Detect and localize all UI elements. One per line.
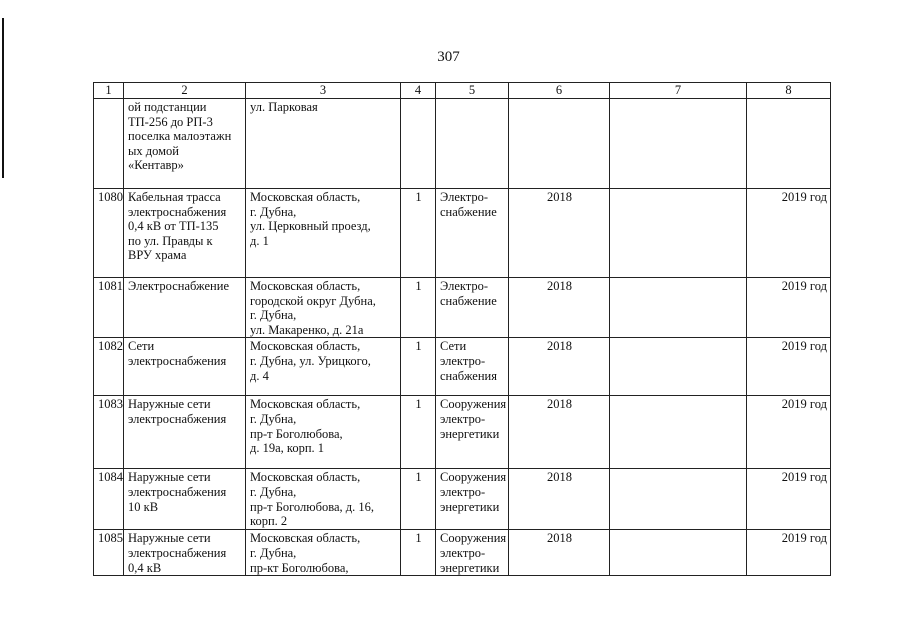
registry-table <box>93 82 831 576</box>
page-edge-mark <box>2 18 4 178</box>
column-7-value <box>610 469 747 530</box>
object-name: Электроснабжение <box>124 278 246 338</box>
object-term: 2019 год <box>747 189 831 278</box>
object-name: Кабельная трасса электроснабжения 0,4 кВ от ТП-135 по ул. Правды к ВРУ храма <box>124 189 246 278</box>
header-cell: 1 <box>94 83 124 99</box>
row-number: 1083 <box>94 396 124 469</box>
object-term: 2019 год <box>747 278 831 338</box>
table-row <box>94 396 831 469</box>
header-cell: 7 <box>610 83 747 99</box>
page-number: 307 <box>437 49 460 65</box>
object-year: 2018 <box>509 278 610 338</box>
header-cell: 3 <box>246 83 401 99</box>
object-term <box>747 99 831 189</box>
object-quantity: 1 <box>401 278 436 338</box>
object-address: Московская область, г. Дубна, пр-кт Боголюбова, <box>246 530 401 576</box>
header-row <box>94 83 831 99</box>
header-cell: 8 <box>747 83 831 99</box>
object-quantity: 1 <box>401 338 436 396</box>
object-purpose: Электро- снабжение <box>436 189 509 278</box>
object-name: Наружные сети электроснабжения 10 кВ <box>124 469 246 530</box>
object-year: 2018 <box>509 530 610 576</box>
object-address: ул. Парковая <box>246 99 401 189</box>
registry-body <box>94 83 831 576</box>
object-year: 2018 <box>509 396 610 469</box>
header-cell: 4 <box>401 83 436 99</box>
header-cell: 2 <box>124 83 246 99</box>
column-7-value <box>610 189 747 278</box>
row-number: 1082 <box>94 338 124 396</box>
object-name: Наружные сети электроснабжения 0,4 кВ <box>124 530 246 576</box>
row-number: 1084 <box>94 469 124 530</box>
object-address: Московская область, г. Дубна, пр-т Боголюбова, д. 16, корп. 2 <box>246 469 401 530</box>
object-quantity: 1 <box>401 189 436 278</box>
object-purpose: Сооружения электро- энергетики <box>436 396 509 469</box>
object-purpose <box>436 99 509 189</box>
object-quantity: 1 <box>401 530 436 576</box>
object-address: Московская область, г. Дубна, пр-т Боголюбова, д. 19а, корп. 1 <box>246 396 401 469</box>
object-term: 2019 год <box>747 530 831 576</box>
table-row <box>94 189 831 278</box>
object-name: Наружные сети электроснабжения <box>124 396 246 469</box>
object-quantity: 1 <box>401 469 436 530</box>
object-quantity <box>401 99 436 189</box>
object-term: 2019 год <box>747 469 831 530</box>
object-term: 2019 год <box>747 396 831 469</box>
object-year <box>509 99 610 189</box>
object-address: Московская область, г. Дубна, ул. Церковный проезд, д. 1 <box>246 189 401 278</box>
object-year: 2018 <box>509 189 610 278</box>
column-7-value <box>610 338 747 396</box>
column-7-value <box>610 396 747 469</box>
table-row <box>94 469 831 530</box>
row-number: 1085 <box>94 530 124 576</box>
column-7-value <box>610 530 747 576</box>
object-quantity: 1 <box>401 396 436 469</box>
object-year: 2018 <box>509 469 610 530</box>
column-7-value <box>610 278 747 338</box>
table-row <box>94 99 831 189</box>
column-7-value <box>610 99 747 189</box>
table-row <box>94 278 831 338</box>
table-row <box>94 338 831 396</box>
object-address: Московская область, г. Дубна, ул. Урицкого, д. 4 <box>246 338 401 396</box>
row-number <box>94 99 124 189</box>
object-purpose: Электро- снабжение <box>436 278 509 338</box>
object-name: ой подстанции ТП-256 до РП-3 поселка малоэтажн ых домой «Кентавр» <box>124 99 246 189</box>
object-year: 2018 <box>509 338 610 396</box>
object-purpose: Сооружения электро- энергетики <box>436 530 509 576</box>
row-number: 1080 <box>94 189 124 278</box>
header-cell: 5 <box>436 83 509 99</box>
row-number: 1081 <box>94 278 124 338</box>
object-address: Московская область, городской округ Дубна, г. Дубна, ул. Макаренко, д. 21а <box>246 278 401 338</box>
object-purpose: Сооружения электро- энергетики <box>436 469 509 530</box>
object-term: 2019 год <box>747 338 831 396</box>
object-purpose: Сети электро- снабжения <box>436 338 509 396</box>
table-row <box>94 530 831 576</box>
object-name: Сети электроснабжения <box>124 338 246 396</box>
header-cell: 6 <box>509 83 610 99</box>
